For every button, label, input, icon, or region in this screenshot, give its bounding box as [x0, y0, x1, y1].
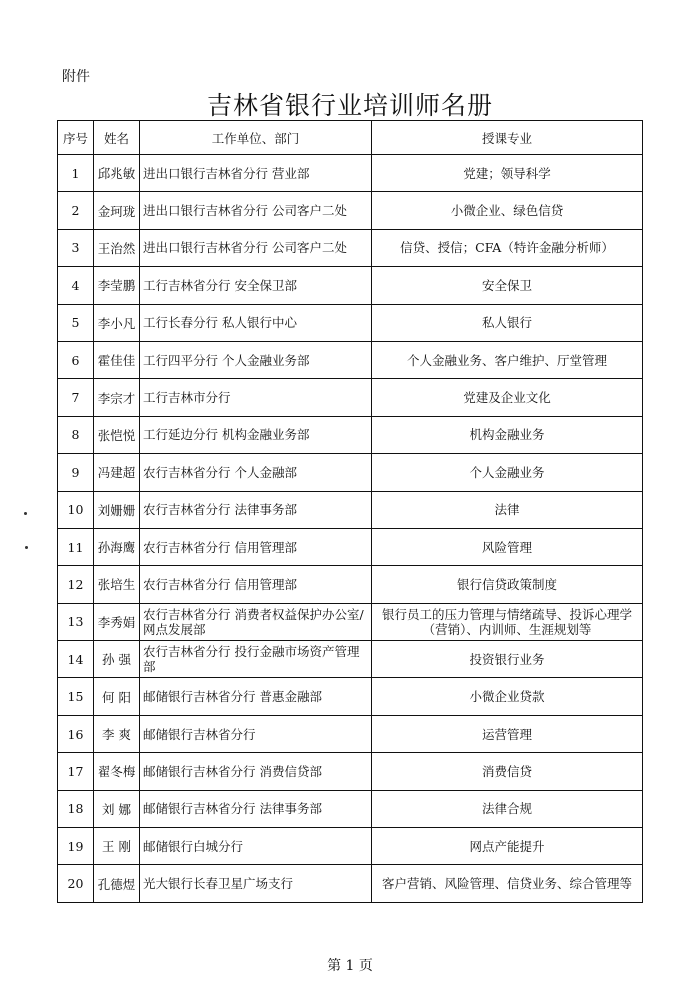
teaching-specialty: 法律 [372, 491, 643, 528]
header-no: 序号 [58, 121, 94, 155]
row-number: 3 [58, 229, 94, 266]
work-unit: 进出口银行吉林省分行 公司客户二处 [140, 229, 372, 266]
trainer-name: 孙海鹰 [94, 528, 140, 565]
row-number: 19 [58, 828, 94, 865]
table-row [58, 267, 643, 304]
table-row [58, 341, 643, 378]
table-row [58, 454, 643, 491]
trainer-name: 孔德煜 [94, 865, 140, 902]
table-row [58, 192, 643, 229]
teaching-specialty: 法律合规 [372, 790, 643, 827]
table-row [58, 416, 643, 453]
table-row [58, 379, 643, 416]
work-unit: 邮储银行吉林省分行 消费信贷部 [140, 753, 372, 790]
row-number: 10 [58, 491, 94, 528]
row-number: 2 [58, 192, 94, 229]
scan-spot [24, 512, 27, 515]
teaching-specialty: 信贷、授信；CFA（特许金融分析师） [372, 229, 643, 266]
table-row [58, 753, 643, 790]
trainer-name: 何 阳 [94, 678, 140, 715]
header-name: 姓名 [94, 121, 140, 155]
work-unit: 进出口银行吉林省分行 营业部 [140, 155, 372, 192]
work-unit: 农行吉林省分行 投行金融市场资产管理部 [140, 641, 372, 678]
work-unit: 邮储银行吉林省分行 普惠金融部 [140, 678, 372, 715]
teaching-specialty: 风险管理 [372, 528, 643, 565]
row-number: 5 [58, 304, 94, 341]
work-unit: 农行吉林省分行 法律事务部 [140, 491, 372, 528]
trainer-name: 刘姗姗 [94, 491, 140, 528]
table-row [58, 528, 643, 565]
teaching-specialty: 投资银行业务 [372, 641, 643, 678]
header-specialty: 授课专业 [372, 121, 643, 155]
row-number: 15 [58, 678, 94, 715]
row-number: 9 [58, 454, 94, 491]
table-row [58, 865, 643, 902]
row-number: 6 [58, 341, 94, 378]
trainer-name: 刘 娜 [94, 790, 140, 827]
teaching-specialty: 消费信贷 [372, 753, 643, 790]
teaching-specialty: 机构金融业务 [372, 416, 643, 453]
work-unit: 农行吉林省分行 个人金融部 [140, 454, 372, 491]
row-number: 12 [58, 566, 94, 603]
row-number: 11 [58, 528, 94, 565]
table-row [58, 566, 643, 603]
row-number: 8 [58, 416, 94, 453]
teaching-specialty: 网点产能提升 [372, 828, 643, 865]
trainer-name: 张培生 [94, 566, 140, 603]
trainer-roster-table [57, 120, 643, 903]
work-unit: 进出口银行吉林省分行 公司客户二处 [140, 192, 372, 229]
row-number: 16 [58, 715, 94, 752]
row-number: 17 [58, 753, 94, 790]
row-number: 20 [58, 865, 94, 902]
trainer-name: 邱兆敏 [94, 155, 140, 192]
table-row [58, 603, 643, 640]
row-number: 4 [58, 267, 94, 304]
teaching-specialty: 党建；领导科学 [372, 155, 643, 192]
teaching-specialty: 安全保卫 [372, 267, 643, 304]
teaching-specialty: 运营管理 [372, 715, 643, 752]
trainer-name: 李宗才 [94, 379, 140, 416]
annex-label: 附件 [62, 69, 90, 85]
trainer-name: 张恺悦 [94, 416, 140, 453]
work-unit: 光大银行长春卫星广场支行 [140, 865, 372, 902]
trainer-name: 李秀娟 [94, 603, 140, 640]
table-row [58, 715, 643, 752]
trainer-name: 金珂珑 [94, 192, 140, 229]
trainer-name: 冯建超 [94, 454, 140, 491]
header-unit: 工作单位、部门 [140, 121, 372, 155]
teaching-specialty: 银行员工的压力管理与情绪疏导、投诉心理学（营销）、内训师、生涯规划等 [372, 603, 643, 640]
work-unit: 邮储银行吉林省分行 法律事务部 [140, 790, 372, 827]
work-unit: 邮储银行吉林省分行 [140, 715, 372, 752]
teaching-specialty: 客户营销、风险管理、信贷业务、综合管理等 [372, 865, 643, 902]
row-number: 1 [58, 155, 94, 192]
trainer-name: 孙 强 [94, 641, 140, 678]
teaching-specialty: 银行信贷政策制度 [372, 566, 643, 603]
table-row [58, 790, 643, 827]
row-number: 14 [58, 641, 94, 678]
work-unit: 农行吉林省分行 消费者权益保护办公室/网点发展部 [140, 603, 372, 640]
table-row [58, 229, 643, 266]
trainer-name: 李 爽 [94, 715, 140, 752]
trainer-name: 霍佳佳 [94, 341, 140, 378]
work-unit: 农行吉林省分行 信用管理部 [140, 528, 372, 565]
row-number: 7 [58, 379, 94, 416]
teaching-specialty: 个人金融业务、客户维护、厅堂管理 [372, 341, 643, 378]
page-number: 第 1 页 [327, 958, 373, 974]
table-row [58, 641, 643, 678]
work-unit: 工行四平分行 个人金融业务部 [140, 341, 372, 378]
table-row [58, 678, 643, 715]
table-row [58, 155, 643, 192]
scan-spot [25, 546, 28, 549]
table-row [58, 828, 643, 865]
trainer-name: 李莹鹏 [94, 267, 140, 304]
work-unit: 农行吉林省分行 信用管理部 [140, 566, 372, 603]
document-title: 吉林省银行业培训师名册 [206, 91, 493, 120]
work-unit: 工行延边分行 机构金融业务部 [140, 416, 372, 453]
trainer-name: 王治然 [94, 229, 140, 266]
table-body [58, 155, 643, 903]
teaching-specialty: 小微企业、绿色信贷 [372, 192, 643, 229]
teaching-specialty: 小微企业贷款 [372, 678, 643, 715]
work-unit: 工行吉林省分行 安全保卫部 [140, 267, 372, 304]
teaching-specialty: 个人金融业务 [372, 454, 643, 491]
work-unit: 工行长春分行 私人银行中心 [140, 304, 372, 341]
work-unit: 工行吉林市分行 [140, 379, 372, 416]
trainer-name: 李小凡 [94, 304, 140, 341]
table-row [58, 304, 643, 341]
table-header-row [58, 121, 643, 155]
row-number: 18 [58, 790, 94, 827]
teaching-specialty: 私人银行 [372, 304, 643, 341]
trainer-name: 王 刚 [94, 828, 140, 865]
row-number: 13 [58, 603, 94, 640]
trainer-name: 翟冬梅 [94, 753, 140, 790]
work-unit: 邮储银行白城分行 [140, 828, 372, 865]
table-row [58, 491, 643, 528]
teaching-specialty: 党建及企业文化 [372, 379, 643, 416]
